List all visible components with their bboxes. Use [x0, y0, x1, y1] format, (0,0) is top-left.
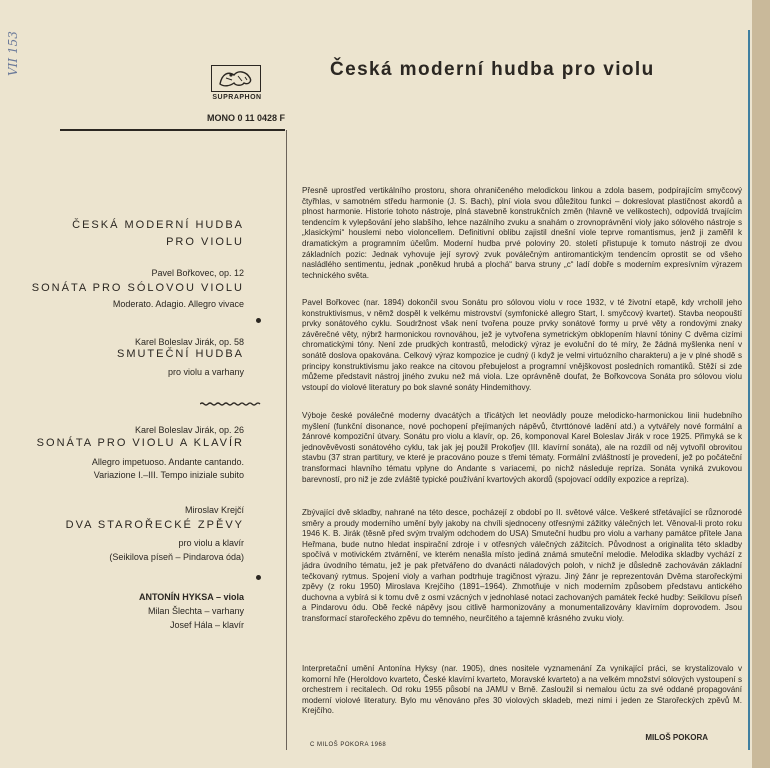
- work-4-detail-2: (Seikilova píseň – Pindarova óda): [109, 552, 244, 562]
- work-3-title: SONÁTA PRO VIOLU A KLAVÍR: [36, 437, 244, 449]
- divider: [60, 129, 285, 131]
- work-1-detail: Moderato. Adagio. Allegro vivace: [112, 299, 244, 309]
- bullet-dot: [256, 318, 261, 323]
- author-signature: MILOŠ POKORA: [645, 733, 708, 742]
- tracklist-heading-1: ČESKÁ MODERNÍ HUDBA: [72, 219, 244, 231]
- bullet-dot: [256, 575, 261, 580]
- page-title: Česká moderní hudba pro violu: [330, 59, 655, 80]
- wavy-divider: [200, 402, 262, 406]
- work-2-title: SMUTEČNÍ HUDBA: [116, 348, 244, 360]
- performer-1: ANTONÍN HYKSA – viola: [138, 592, 244, 602]
- copyright-note: C MILOŠ POKORA 1968: [310, 742, 387, 748]
- sleeve-edge-line: [748, 30, 750, 750]
- work-4-composer: Miroslav Krejčí: [184, 505, 244, 515]
- essay-paragraph-3: Výboje české poválečné moderny dvacátých a třicátých let neovládly pouze melodicko-harmonickou linii hudebního myšlení (funkční disonance, nové pochopení přejímaných nápěvů, čtvrttónové ladění atd.) a vytvářely nové formální a žánrové kompoziční útvary. Sonátu pro violu a klavír, op. 26, komponoval Karel Boleslav Jirák v roce 1925. Přimyká se k jednověvěvosti sonátového cyklu, tak jak jej použil Prokofjev (III. klavírní sonáta), ale na rozdíl od něj vytvořil obrovitou stavbu (37 stran partitury, ve které je pracováno pouze s třemi tématy. Formální zvláštností je provedení, jež po počáteční transformaci hlavního tématu vplyne do Andante s variacemi, po nichž následuje repríza. Sonáta vyniká zvukovou barevností, pro niž je zde zvláště typické používání kvartových akordů (spojovací oddíly expozice a repríza).: [302, 411, 742, 484]
- essay-paragraph-5: Interpretační umění Antonína Hyksy (nar. 1905), dnes nositele vyznamenání Za vynikající práci, se krystalizovalo v komorní hře (Heroldovo kvarteto, České klavírní kvarteto, Moravské kvarteto) a na velkém množství sólových vystoupení s orchestrem i recitalech. Od roku 1955 působí na JAMU v Brně. Zasloužil si nemalou úctu za své oddané propagování moderní violové literatury. Bylo mu věnováno přes 30 violových skladeb, mezi nimi i jeden ze Starořeckých zpěvů M. Krejčího.: [302, 664, 742, 716]
- handwritten-note: VII 153: [6, 31, 20, 76]
- work-3-composer: Karel Boleslav Jirák, op. 26: [134, 425, 244, 435]
- work-1-composer: Pavel Bořkovec, op. 12: [151, 268, 244, 278]
- catalog-number: MONO 0 11 0428 F: [206, 113, 285, 123]
- column-divider: [286, 130, 287, 750]
- tracklist-heading-2: PRO VIOLU: [166, 236, 244, 248]
- work-3-detail-2: Variazione I.–III. Tempo iniziale subito: [93, 470, 244, 480]
- performer-3: Josef Hála – klavír: [169, 620, 244, 630]
- label-brand: SUPRAPHON: [212, 94, 262, 101]
- work-2-detail: pro violu a varhany: [167, 367, 244, 377]
- performer-2: Milan Šlechta – varhany: [147, 606, 244, 616]
- essay-paragraph-2: Pavel Bořkovec (nar. 1894) dokončil svou Sonátu pro sólovou violu v roce 1932, v té životní etapě, kdy vrcholil jeho konstruktivismus, v němž dospěl k velkému mistrovství (symfonické allegro Start, I. smyčcový kvartet). Stavba neopouští prvky sonátového cyklu. Soudržnost však není tvořena pouze prvky sonátové formy u prvé věty a rondovými znaky závěrečné věty, nýbrž harmonickou rovnováhou, jež je vytvořena symetrickým obklopením hlavní tóniny C dvěma cizími chromatickými tóny. Není zde prudkých kontrastů, melodický výraz je evoluční do té míry, že žádná myšlenka není v sonátě doslova opakována. Celkový výraz kompozice je cudný (i když je velmi virtuózního charakteru) a je v plné shodě s principy konstruktivismu jako reakce na citovou přebujelost a programní vnějškovost posledních romantiků. Stěží si zde můžeme představit nástroj jiného zvuku než má viola. Lze oprávněně doufat, že Bořkovcova Sonáta pro sólovou violu vstoupí do violové literatury po bok slavné sonáty Hindemithovy.: [302, 298, 742, 392]
- work-2-composer: Karel Boleslav Jirák, op. 58: [134, 337, 244, 347]
- work-1-title: SONÁTA PRO SÓLOVOU VIOLU: [31, 282, 244, 294]
- essay-paragraph-1: Přesně uprostřed vertikálního prostoru, shora ohraničeného melodickou linkou a zdola basem, podpírajícím smyčcový čtyřhlas, v samotném středu harmonie (J. S. Bach), plní viola svou důležitou funkci – dokreslovat plastičnost akordů a plnost harmonie. Historie tohoto nástroje, plná stavebně konstrukčních změn (hlavně ve velikostech), odpovídá trvajícím tendencím k vylepšování jeho slabšího, lehce nazálního zvuku a snahám o zrovnoprávnění violy jako sólového nástroje s „klasickými“ houslemi nebo violoncellem. Definitivní oblibu zajistil dnešní viole teprve romantismus, jenž ji zaměřil k dramatickým a programním účelům. Moderní hudba prvé poloviny 20. století přistupuje k tomuto nástroji ze dvou základních pozic: Jednak vyhovuje její syrový zvuk poválečným antiromantickým tendencím oprostit se od všeho nasládlého sentimentu, jednak „poněkud hrubá a plochá“ barva struny „c“ ladí dobře s moderním expresívním výrazem technického světa.: [302, 186, 742, 280]
- work-3-detail-1: Allegro impetuoso. Andante cantando.: [91, 457, 244, 467]
- supraphon-logo-icon: [211, 65, 261, 92]
- essay-paragraph-4: Zbývající dvě skladby, nahrané na této desce, pocházejí z období po II. světové válce. Veškeré střetávající se různorodé směry a proudy moderního umění byly jakoby na chvíli sjednoceny otřesnými zážitky válečných let. Věnoval-li proto roku 1946 K. B. Jirák (těsně před svým trvalým odchodem do USA) Smuteční hudbu pro violu a varhany památce přítele Jana Heřmana, bude nutno hledat inspirační zdroje i v otřesných válečných zážitcích. Původnost a originalita této skladby spočívá v motivickém ztvárnění, ve kterém nenašla místo jediná známá smuteční melodie. Melodika skladby vychází z jádra úvodního tématu, jež je pak přetvářeno do dvanácti náladových poloh, v nichž je důsledně zachováván základní tečkovaný rytmus. Spojení violy a varhan podtrhuje tragičnost výrazu. Jiný žánr je reprezentován Dvěma starořeckými zpěvy (z roku 1950) Miroslava Krejčího (1891–1964). Zhmotňuje v nich moderním způsobem představu antického duchovna a vybírá si k tomu dvě z osmi vzácných v jednohlasé notaci zachovaných památek řecké hudby: Seikilovu píseň a Pindarovu ódu. Obě řecké nápěvy jsou citlivě harmonizovány a monumentalizovány klavírním doprovodem. Jsou transformací starořeckého zpěvu do temného, neurčitého a tajemně krásného zvuku violy.: [302, 508, 742, 623]
- work-4-detail-1: pro violu a klavír: [178, 538, 244, 548]
- sleeve-edge: [752, 0, 770, 768]
- work-4-title: DVA STAROŘECKÉ ZPĚVY: [65, 519, 244, 531]
